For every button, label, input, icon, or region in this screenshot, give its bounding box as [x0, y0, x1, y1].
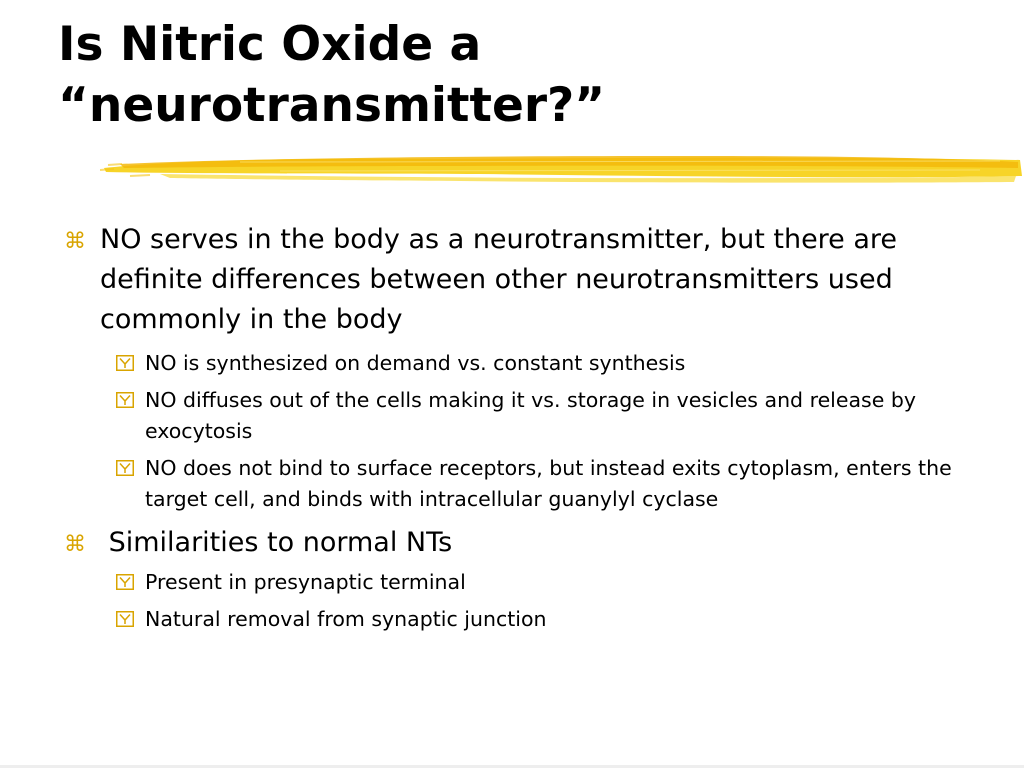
- slide-title: [58, 14, 998, 136]
- sub-bullet: [0, 348, 1024, 379]
- sub-bullet-text: NO diffuses out of the cells making it vs. storage in vesicles and release by exocytosis: [145, 388, 917, 443]
- sub-bullet-text: Present in presynaptic terminal: [145, 570, 466, 594]
- sub-bullet: [0, 453, 1024, 515]
- slide-body: [0, 220, 1024, 635]
- checkbox-y-icon: [116, 392, 134, 408]
- title-line-1: Is Nitric Oxide a: [58, 17, 482, 72]
- cmd-bullet-icon: ⌘: [64, 532, 86, 557]
- checkbox-y-icon: [116, 355, 134, 371]
- highlighter-underline: [100, 146, 1024, 190]
- sub-bullet: [0, 385, 1024, 447]
- sub-bullet: [0, 604, 1024, 635]
- bullet-2-text: Similarities to normal NTs: [100, 527, 453, 558]
- checkbox-y-icon: [116, 611, 134, 627]
- cmd-bullet-icon: ⌘: [64, 229, 86, 254]
- sub-bullet-text: NO does not bind to surface receptors, but instead exits cytoplasm, enters the target cell, and binds with intracellular guanylyl cyclase: [145, 456, 952, 511]
- checkbox-y-icon: [116, 460, 134, 476]
- bullet-2: [0, 523, 1024, 563]
- sub-bullet-text: Natural removal from synaptic junction: [145, 607, 547, 631]
- bullet-1: [0, 220, 1024, 340]
- sub-bullet: [0, 567, 1024, 598]
- title-line-2: “neurotransmitter?”: [58, 78, 606, 133]
- bullet-1-text: NO serves in the body as a neurotransmitter, but there are definite differences between other neurotransmitters used commonly in the body: [100, 224, 898, 335]
- checkbox-y-icon: [116, 574, 134, 590]
- sub-bullet-text: NO is synthesized on demand vs. constant synthesis: [145, 351, 686, 375]
